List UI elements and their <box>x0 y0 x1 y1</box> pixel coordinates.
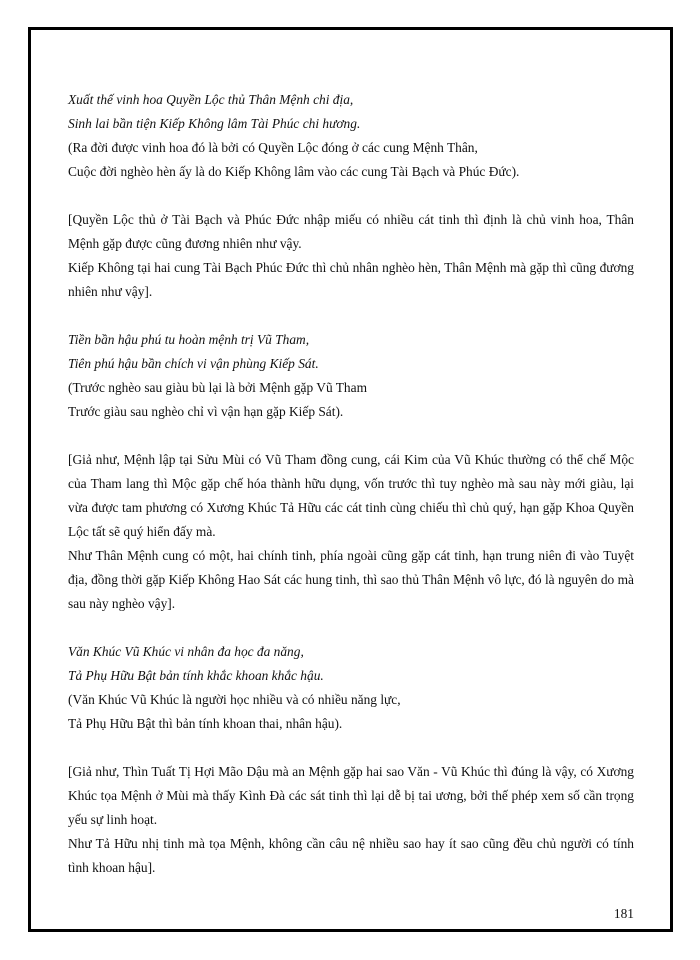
translation-line: (Trước nghèo sau giàu bù lại là bởi Mệnh gặp Vũ Tham <box>68 380 367 395</box>
translation-line: Cuộc đời nghèo hèn ấy là do Kiếp Không lâm vào các cung Tài Bạch và Phúc Đức). <box>68 164 520 179</box>
verse-line: Tiên phú hậu bần chích vi vận phùng Kiếp Sát. <box>68 356 319 371</box>
translation-line: Trước giàu sau nghèo chỉ vì vận hạn gặp Kiếp Sát). <box>68 404 344 419</box>
verse-line: Tiền bần hậu phú tu hoàn mệnh trị Vũ Tham, <box>68 332 310 347</box>
verse-block-2 <box>68 328 634 424</box>
page-frame <box>28 27 673 932</box>
verse-line: Văn Khúc Vũ Khúc vi nhân đa học đa năng, <box>68 644 304 659</box>
commentary-paragraph: [Giả như, Mệnh lập tại Sửu Mùi có Vũ Tham đồng cung, cái Kim của Vũ Khúc thường có thể chế Mộc của Tham lang thì Mộc gặp chế hóa thành hữu dụng, vốn trước thì tuy nghèo mà sau này mới giàu, lại vừa được tam phương có Xương Khúc Tả Hữu các cát tinh cùng chiếu thì chủ quý, hạn gặp Khoa Quyền Lộc tất sẽ quý hiển đấy mà. <box>68 452 634 539</box>
commentary-paragraph: Như Tả Hữu nhị tinh mà tọa Mệnh, không cần câu nệ nhiều sao hay ít sao cũng đều chủ người có tính tình khoan hậu]. <box>68 836 634 875</box>
page-content <box>68 88 634 904</box>
commentary-block-3 <box>68 760 634 880</box>
commentary-paragraph: [Giả như, Thìn Tuất Tị Hợi Mão Dậu mà an Mệnh gặp hai sao Văn - Vũ Khúc thì đúng là vậy, có Xương Khúc tọa Mệnh ở Mùi mà thấy Kình Đà các sát tinh thì lại dễ bị tai ương, bởi thế phép xem số cần trọng yếu sự linh hoạt. <box>68 764 634 827</box>
verse-line: Tả Phụ Hữu Bật bản tính khắc khoan khắc hậu. <box>68 668 324 683</box>
commentary-block-2 <box>68 448 634 616</box>
commentary-block-1 <box>68 208 634 304</box>
verse-line: Sinh lai bần tiện Kiếp Không lâm Tài Phúc chi hương. <box>68 116 361 131</box>
translation-line: (Văn Khúc Vũ Khúc là người học nhiều và có nhiều năng lực, <box>68 692 401 707</box>
page-number: 181 <box>613 906 634 921</box>
commentary-paragraph: Kiếp Không tại hai cung Tài Bạch Phúc Đức thì chủ nhân nghèo hèn, Thân Mệnh mà gặp thì cũng đương nhiên như vậy]. <box>68 260 634 299</box>
verse-block-1 <box>68 88 634 184</box>
commentary-paragraph: [Quyền Lộc thủ ở Tài Bạch và Phúc Đức nhập miếu có nhiều cát tinh thì định là chủ vinh hoa, Thân Mệnh gặp được cũng đương nhiên như vậy. <box>68 212 634 251</box>
translation-line: (Ra đời được vinh hoa đó là bởi có Quyền Lộc đóng ở các cung Mệnh Thân, <box>68 140 478 155</box>
commentary-paragraph: Như Thân Mệnh cung có một, hai chính tinh, phía ngoài cũng gặp cát tinh, hạn trung niên đi vào Tuyệt địa, đồng thời gặp Kiếp Không Hao Sát các hung tinh, thì sao thủ Thân Mệnh vô lực, đó là nguyên do mà sau này nghèo vậy]. <box>68 548 634 611</box>
verse-block-3 <box>68 640 634 736</box>
translation-line: Tả Phụ Hữu Bật thì bản tính khoan thai, nhân hậu). <box>68 716 343 731</box>
verse-line: Xuất thế vinh hoa Quyền Lộc thủ Thân Mệnh chi địa, <box>68 92 354 107</box>
